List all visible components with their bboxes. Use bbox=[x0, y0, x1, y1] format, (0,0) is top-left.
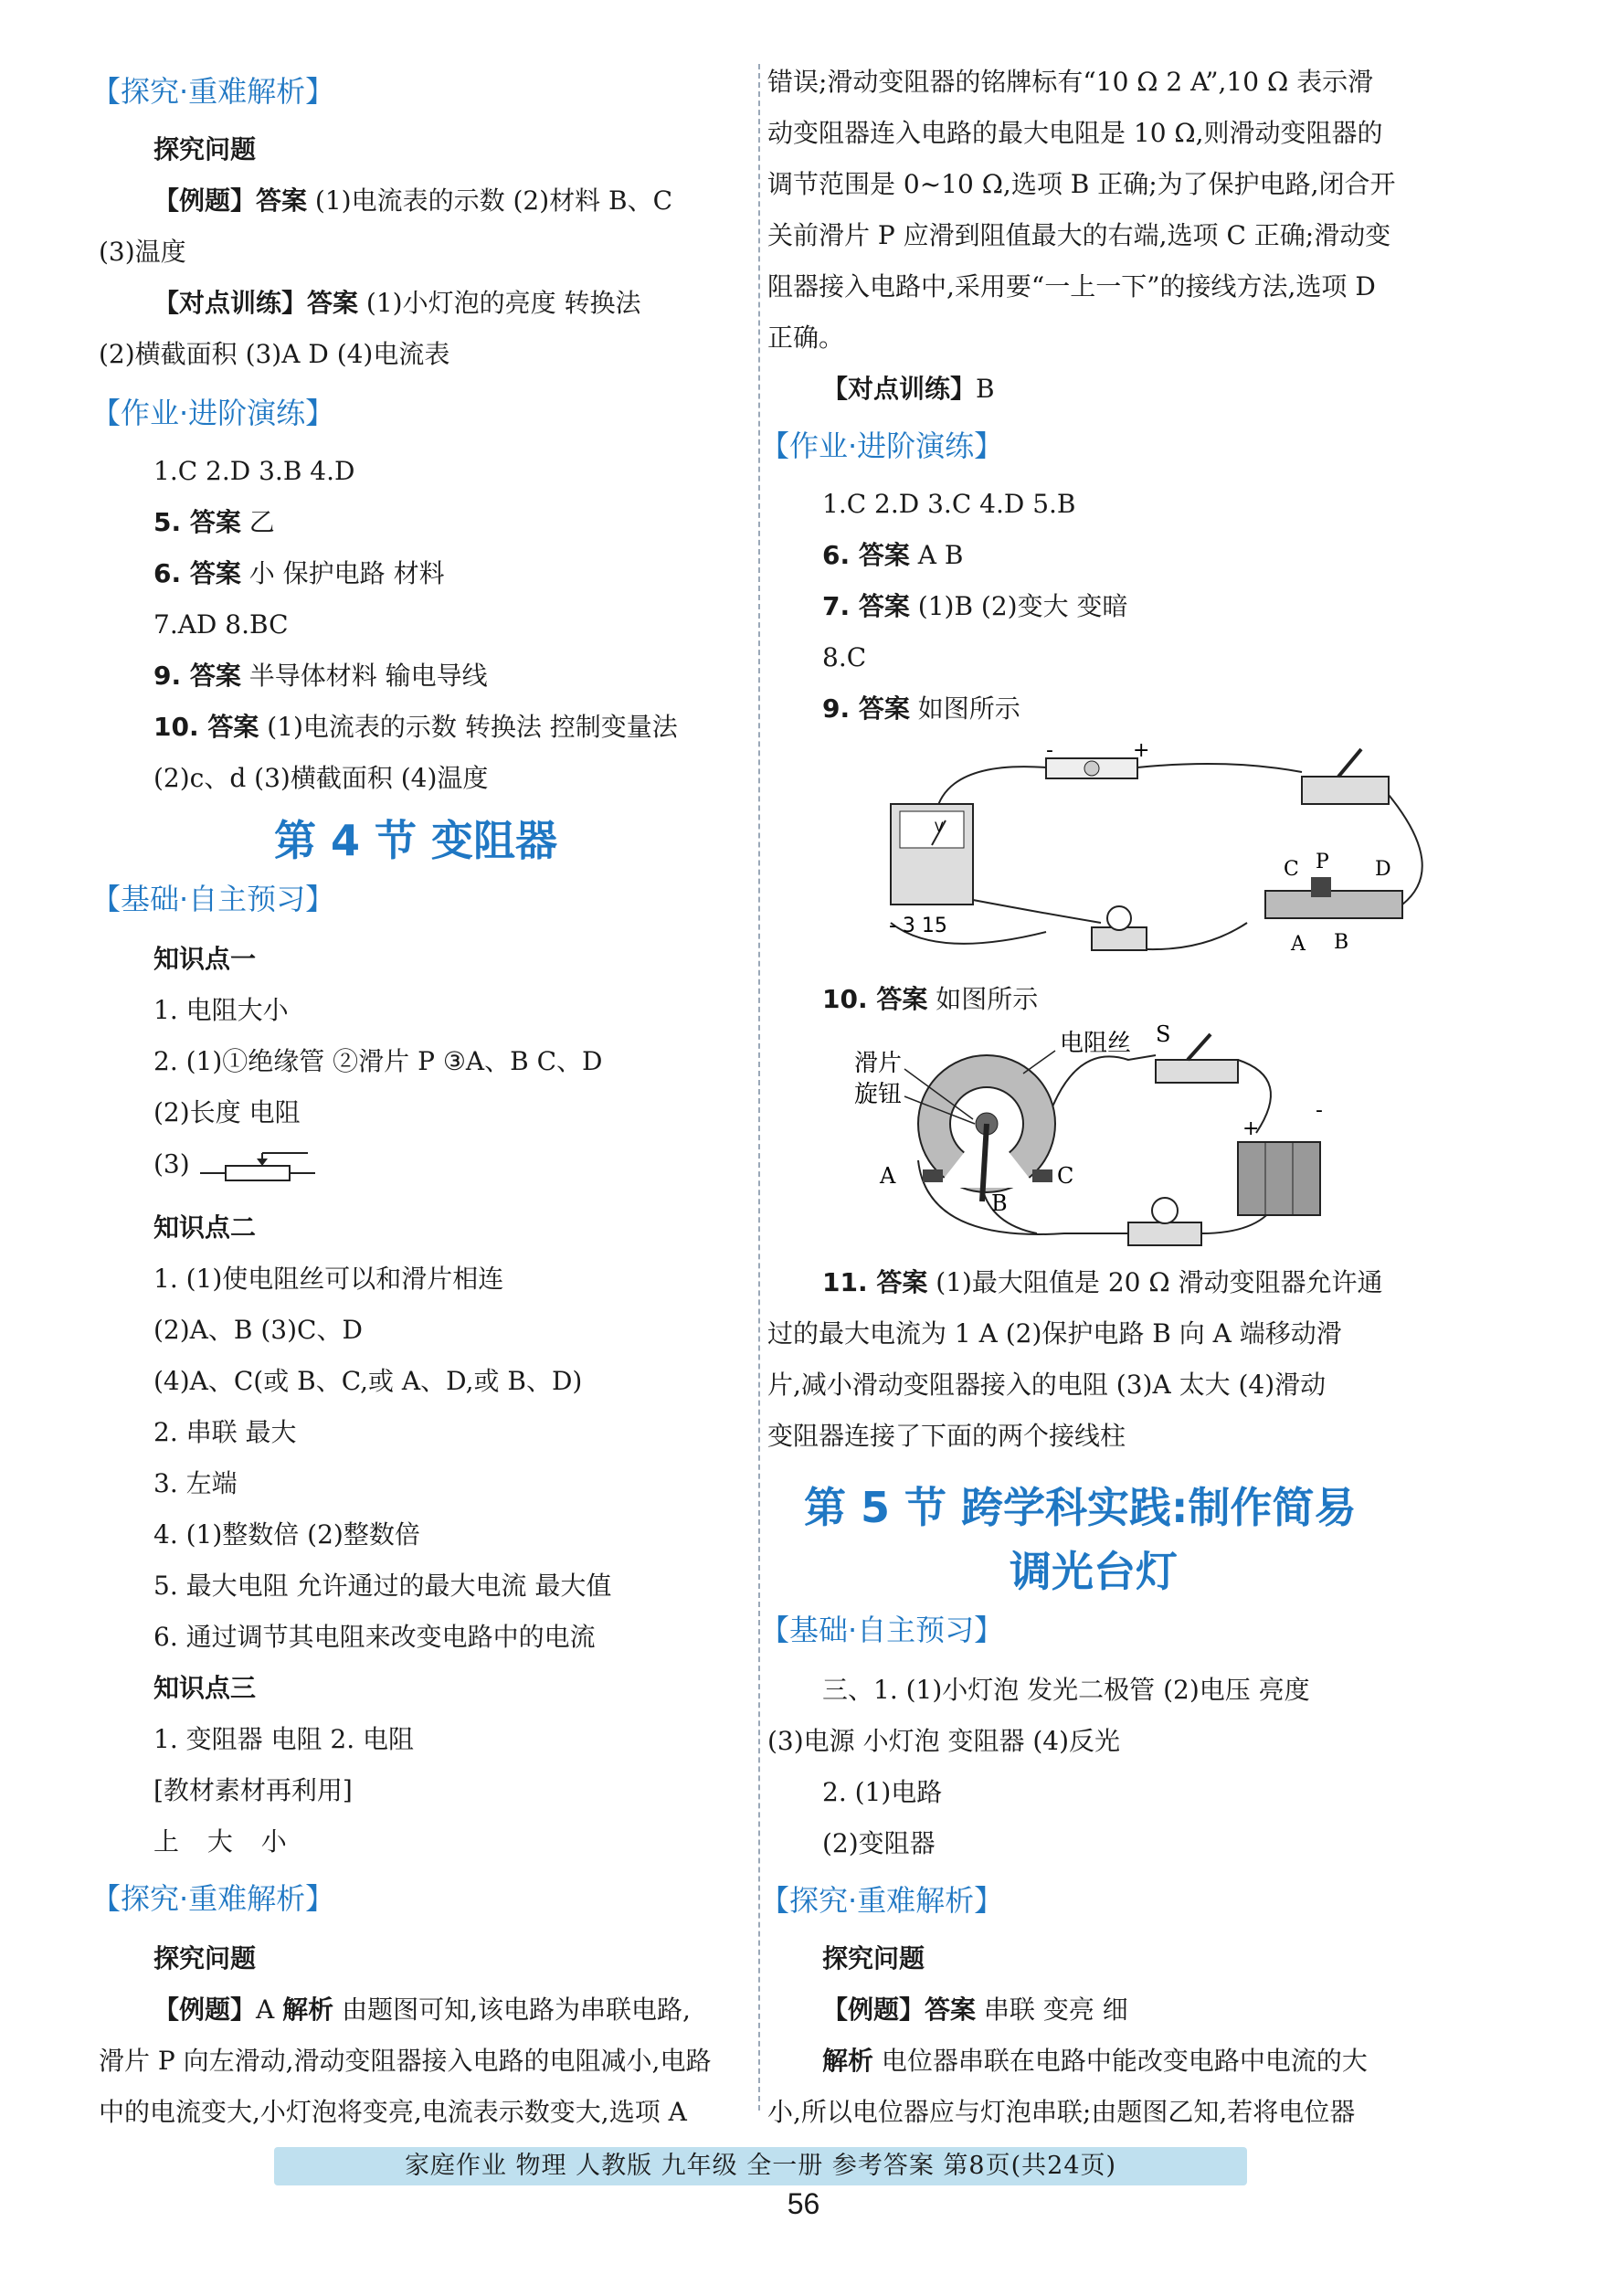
answer-line: 小,所以电位器应与灯泡串联;由题图乙知,若将电位器 bbox=[767, 2097, 1356, 2127]
subheading: 知识点一 bbox=[153, 944, 257, 974]
rheostat-symbol bbox=[198, 1148, 317, 1184]
minus-sign: - bbox=[1316, 1099, 1323, 1122]
answer-line: 1.C 2.D 3.C 4.D 5.B bbox=[822, 489, 1076, 519]
answer-line: 错误;滑动变阻器的铭牌标有“10 Ω 2 A”,10 Ω 表示滑 bbox=[767, 67, 1374, 97]
label-a: A bbox=[1291, 933, 1306, 956]
label-c: C bbox=[1057, 1163, 1074, 1189]
answer-line: (2)变阻器 bbox=[822, 1828, 936, 1858]
answer-line: 5. 最大电阻 允许通过的最大电流 最大值 bbox=[153, 1571, 612, 1601]
label-c: C bbox=[1284, 858, 1299, 881]
answer-line: [教材素材再利用] bbox=[153, 1775, 353, 1805]
answer-line: 1.C 2.D 3.B 4.D bbox=[153, 456, 355, 486]
lamp-base-icon bbox=[1128, 1222, 1201, 1245]
answer-line: 6. 答案 A B bbox=[822, 540, 964, 570]
label-d: D bbox=[1375, 858, 1391, 881]
answer-line: 解析 电位器串联在电路中能改变电路中电流的大 bbox=[822, 2046, 1368, 2076]
answer-line: (2)c、d (3)横截面积 (4)温度 bbox=[153, 763, 489, 793]
slider-label: 滑片 bbox=[854, 1050, 903, 1077]
answer-line: 10. 答案 (1)电流表的示数 转换法 控制变量法 bbox=[153, 712, 678, 742]
answer-line: 1. 电阻大小 bbox=[153, 995, 289, 1025]
section-header: 【探究·重难解析】 bbox=[91, 1881, 335, 1916]
label-s: S bbox=[1156, 1023, 1171, 1047]
answer-line: 8.C bbox=[822, 642, 867, 672]
answer-line: 【对点训练】答案 (1)小灯泡的亮度 转换法 bbox=[153, 288, 641, 318]
answer-line: 2. 串联 最大 bbox=[153, 1417, 297, 1447]
section-header: 【作业·进阶演练】 bbox=[91, 396, 335, 430]
circuit-figure-10 bbox=[854, 1023, 1348, 1252]
answer-line: 6. 通过调节其电阻来改变电路中的电流 bbox=[153, 1622, 596, 1652]
column-divider bbox=[758, 64, 760, 2111]
chapter-title: 调光台灯 bbox=[1010, 1547, 1178, 1596]
answer-line: 变阻器连接了下面的两个接线柱 bbox=[767, 1421, 1126, 1451]
answer-line: (2)长度 电阻 bbox=[153, 1097, 301, 1127]
minus-sign: - bbox=[1046, 740, 1053, 762]
answer-line: 三、1. (1)小灯泡 发光二极管 (2)电压 亮度 bbox=[822, 1675, 1310, 1705]
terminal-labels: - 3 15 bbox=[889, 915, 947, 937]
answer-line: 中的电流变大,小灯泡将变亮,电流表示数变大,选项 A bbox=[99, 2097, 687, 2127]
switch-icon bbox=[1302, 777, 1389, 804]
answer-line: 正确。 bbox=[767, 323, 845, 353]
rheostat-icon bbox=[1265, 891, 1402, 918]
section-header: 【基础·自主预习】 bbox=[91, 882, 335, 916]
answer-line: 上 大 小 bbox=[153, 1826, 287, 1857]
answer-line: 动变阻器连入电路的最大电阻是 10 Ω,则滑动变阻器的 bbox=[767, 118, 1383, 148]
label-b: B bbox=[991, 1190, 1008, 1216]
answer-line: 5. 答案 乙 bbox=[153, 507, 275, 537]
page-number: 56 bbox=[787, 2187, 820, 2220]
answer-line: (2)横截面积 (3)A D (4)电流表 bbox=[99, 339, 450, 369]
answer-line: 【例题】答案 (1)电流表的示数 (2)材料 B、C bbox=[153, 185, 673, 216]
chapter-title: 第 4 节 变阻器 bbox=[274, 816, 558, 865]
answer-line: 10. 答案 如图所示 bbox=[822, 984, 1039, 1014]
label-b: B bbox=[1334, 931, 1349, 954]
answer-line: 【对点训练】B bbox=[822, 374, 995, 404]
answer-line: 7.AD 8.BC bbox=[153, 609, 289, 640]
battery-icon bbox=[1238, 1142, 1320, 1215]
subheading: 探究问题 bbox=[822, 1943, 925, 1973]
section-header: 【探究·重难解析】 bbox=[760, 1883, 1004, 1918]
answer-line: 【例题】A 解析 由题图可知,该电路为串联电路, bbox=[153, 1994, 691, 2025]
answer-line: (2)A、B (3)C、D bbox=[153, 1315, 363, 1345]
footer-banner: 家庭作业 物理 人教版 九年级 全一册 参考答案 第8页(共24页) bbox=[274, 2147, 1247, 2185]
switch-icon bbox=[1156, 1060, 1238, 1083]
answer-line: (3)温度 bbox=[99, 237, 186, 267]
lamp-icon bbox=[1107, 906, 1131, 930]
answer-line: 阻器接入电路中,采用要“一上一下”的接线方法,选项 D bbox=[767, 271, 1376, 302]
answer-line: 片,减小滑动变阻器接入的电阻 (3)A 太大 (4)滑动 bbox=[767, 1370, 1327, 1400]
circuit-figure-9 bbox=[863, 740, 1448, 978]
plus-sign: + bbox=[1242, 1117, 1260, 1140]
subheading: 知识点二 bbox=[153, 1212, 257, 1243]
plus-sign: + bbox=[1133, 740, 1150, 762]
answer-line: 1. (1)使电阻丝可以和滑片相连 bbox=[153, 1264, 504, 1294]
answer-line: (3) bbox=[153, 1148, 317, 1184]
answer-line: 4. (1)整数倍 (2)整数倍 bbox=[153, 1519, 420, 1550]
answer-line: 2. (1)①绝缘管 ②滑片 P ③A、B C、D bbox=[153, 1046, 603, 1076]
answer-line: 关前滑片 P 应滑到阻值最大的右端,选项 C 正确;滑动变 bbox=[767, 220, 1391, 250]
subheading: 探究问题 bbox=[153, 134, 257, 164]
answer-line: 9. 答案 半导体材料 输电导线 bbox=[153, 661, 488, 691]
answer-line: 3. 左端 bbox=[153, 1468, 238, 1498]
label-p: P bbox=[1316, 851, 1329, 873]
chapter-title: 第 5 节 跨学科实践:制作简易 bbox=[804, 1483, 1357, 1532]
answer-line: 滑片 P 向左滑动,滑动变阻器接入电路的电阻减小,电路 bbox=[99, 2046, 712, 2076]
section-header: 【基础·自主预习】 bbox=[760, 1613, 1004, 1647]
answer-line: 11. 答案 (1)最大阻值是 20 Ω 滑动变阻器允许通 bbox=[822, 1267, 1383, 1297]
answer-line: 过的最大电流为 1 A (2)保护电路 B 向 A 端移动滑 bbox=[767, 1318, 1342, 1349]
section-header: 【探究·重难解析】 bbox=[91, 74, 335, 109]
answer-line: 6. 答案 小 保护电路 材料 bbox=[153, 558, 445, 588]
answer-line: 1. 变阻器 电阻 2. 电阻 bbox=[153, 1724, 415, 1754]
subheading: 探究问题 bbox=[153, 1943, 257, 1973]
section-header: 【作业·进阶演练】 bbox=[760, 429, 1004, 463]
lamp-icon bbox=[1152, 1198, 1178, 1223]
answer-line: 2. (1)电路 bbox=[822, 1777, 943, 1807]
label-a: A bbox=[880, 1163, 896, 1189]
answer-line: 【例题】答案 串联 变亮 细 bbox=[822, 1994, 1128, 2025]
subheading: 知识点三 bbox=[153, 1673, 257, 1703]
answer-line: (3)电源 小灯泡 变阻器 (4)反光 bbox=[767, 1726, 1121, 1756]
wire-label: 电阻丝 bbox=[1060, 1030, 1132, 1057]
meter-label: V bbox=[935, 820, 944, 835]
answer-line: 7. 答案 (1)B (2)变大 变暗 bbox=[822, 591, 1128, 621]
answer-line: 9. 答案 如图所示 bbox=[822, 693, 1020, 724]
knob-label: 旋钮 bbox=[854, 1081, 903, 1108]
answer-line: (4)A、C(或 B、C,或 A、D,或 B、D) bbox=[153, 1366, 583, 1396]
answer-line: 调节范围是 0~10 Ω,选项 B 正确;为了保护电路,闭合开 bbox=[767, 169, 1396, 199]
